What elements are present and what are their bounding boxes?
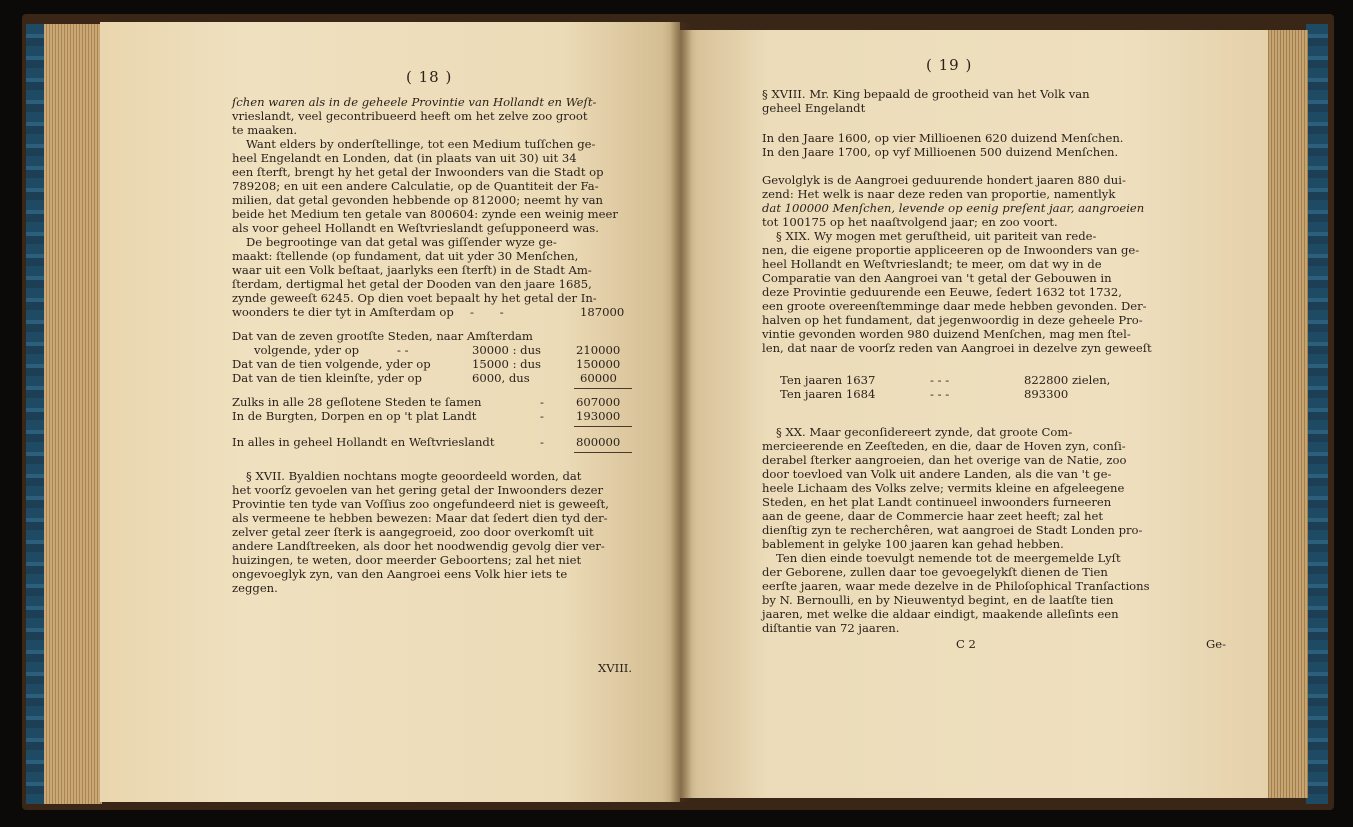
signature-mark: C 2 — [956, 637, 976, 651]
text-line: § XIX. Wy mogen met geruſtheid, uit pariteit van rede- — [776, 229, 1097, 243]
text-line: maakt: ſtellende (op fundament, dat uit yder 30 Menſchen, — [232, 249, 579, 263]
text-line: eerſte jaaren, waar mede dezelve in de Philoſophical Tranſactions — [762, 579, 1150, 593]
text-line: In den Jaare 1600, op vier Millioenen 620 duizend Menſchen. — [762, 131, 1124, 145]
text-line: dat 100000 Menſchen, levende op eenig preſent jaar, aangroeien — [762, 201, 1145, 215]
page-number: ( 18 ) — [406, 68, 453, 86]
text-line: door toevloed van Volk uit andere Landen, als die van 't ge- — [762, 467, 1112, 481]
page-edges-left — [44, 24, 102, 804]
table-intro: Dat van de zeven grootſte Steden, naar Amſterdam — [232, 329, 533, 343]
text-line: waar uit een Volk beſtaat, jaarlyks een ſterft) in de Stadt Am- — [232, 263, 592, 277]
text-line: zelver getal zeer ſterk is aangegroeid, zoo door overkomſt uit — [232, 525, 594, 539]
text-line: een groote overeenſtemminge daar mede hebben gevonden. Der- — [762, 299, 1147, 313]
text-line: zend: Het welk is naar deze reden van proportie, namentlyk — [762, 187, 1116, 201]
text-line: § XVIII. Mr. King bepaald de grootheid van het Volk van — [762, 87, 1090, 101]
left-page: ( 18 ) ſchen waren als in de geheele Provintie van Hollandt en Weſt- vrieslandt, veel gecontribueerd heeft om het zelve zoo groot te maaken. Want elders by onderſtellinge, tot een Medium tuſſchen ge- heel Engelandt en Londen, dat (in plaats van uit 30) uit 34 een ſterft, brengt hy het getal der Inwoonders van die Stadt op 789208; en uit een andere Calculatie, op de Quantiteit der Fa- milien, dat getal gevonden hebbende op 812000; neemt hy van beide het Medium ten getale van 800604: zynde een weinig meer als voor geheel Hollandt en Weſtvrieslandt geſupponeerd was. De begrootinge van dat getal was giſſender wyze ge- maakt: ſtellende (op fundament, dat uit yder 30 Menſchen, waar uit een Volk beſtaat, jaarlyks een ſterft) in de Stadt Am- ſterdam, dertigmal het getal der Dooden van den jaare 1685, zynde geweeſt 6245. Op dien voet bepaalt hy het getal der In- woonders te dier tyt in Amſterdam op - - 187000 Dat van de zeven grootſte Steden, naar Amſterdam volgende, yder op - - 30000 : dus 210000 Dat van de tien volgende, yder op 15000 : dus 150000 Dat van de tien kleinſte, yder op 6000, dus 60000 Zulks in alle 28 geſlotene Steden te ſamen - 607000 In de Burgten, Dorpen en op 't plat Landt - 193000 In alles in geheel Hollandt en Weſtvrieslandt - 800000 § XVII. Byaldien nochtans mogte geoordeeld worden, dat het voorſz gevoelen van het gering getal der Inwoonders dezer Provintie ten tyde van Voſſius zoo ongefundeerd niet is geweeſt, als vermeene te hebben bewezen: Maar dat ſedert dien tyd der- zelver getal zeer ſterk is aangegroeid, zoo door overkomſt uit andere Landſtreeken, als door het noodwendig gevolg dier ver- huizingen, te weten, door meerder Geboortens; zal het niet ongevoeglyk zyn, van den Aangroei eens Volk hier iets te zeggen. XVIII. — [100, 22, 680, 802]
text-line: huizingen, te weten, door meerder Geboortens; zal het niet — [232, 553, 582, 567]
sum-rule — [574, 452, 632, 453]
text-line: zeggen. — [232, 581, 278, 595]
marbled-edge-right — [1306, 24, 1328, 804]
text-line: als vermeene te hebben bewezen: Maar dat ſedert dien tyd der- — [232, 511, 608, 525]
text-line: Want elders by onderſtellinge, tot een Medium tuſſchen ge- — [246, 137, 596, 151]
text-line: beide het Medium ten getale van 800604: zynde een weinig meer — [232, 207, 618, 221]
text-line: nen, die eigene proportie appliceeren op de Inwoonders van ge- — [762, 243, 1140, 257]
book-gutter — [670, 22, 692, 802]
text-line: jaaren, met welke die aldaar eindigt, maakende alleſints een — [762, 607, 1119, 621]
text-line: diſtantie van 72 jaaren. — [762, 621, 900, 635]
text-line: ongevoeglyk zyn, van den Aangroei eens Volk hier iets te — [232, 567, 568, 581]
text-line: § XX. Maar geconſidereert zynde, dat groote Com- — [776, 425, 1073, 439]
text-line: woonders te dier tyt in Amſterdam op — [232, 305, 454, 319]
right-page: ( 19 ) § XVIII. Mr. King bepaald de grootheid van het Volk van geheel Engelandt In den Jaare 1600, op vier Millioenen 620 duizend Menſchen. In den Jaare 1700, op vyf Millioenen 500 duizend Menſchen. Gevolglyk is de Aangroei geduurende hondert jaaren 880 dui- zend: Het welk is naar deze reden van proportie, namentlyk dat 100000 Menſchen, levende op eenig preſent jaar, aangroeien tot 100175 op het naaſtvolgend jaar; en zoo voort. § XIX. Wy mogen met geruſtheid, uit pariteit van rede- nen, die eigene proportie appliceeren op de Inwoonders van ge- heel Hollandt en Weſtvrieslandt; te meer, om dat wy in de Comparatie van den Aangroei van 't getal der Gebouwen in deze Provintie geduurende een Eeuwe, ſedert 1632 tot 1732, een groote overeenſtemminge daar mede hebben gevonden. Der- halven op het fundament, dat jegenwoordig in deze geheele Pro- vintie gevonden worden 980 duizend Menſchen, mag men ſtel- len, dat naar de voorſz reden van Aangroei in dezelve zyn geweeſt Ten jaaren 1637 - - - 822800 zielen, Ten jaaren 1684 - - - 893300 § XX. Maar geconſidereert zynde, dat groote Com- mercieerende en Zeeſteden, en die, daar de Hoven zyn, conſi- derabel ſterker aangroeien, dan het overige van de Natie, zoo door toevloed van Volk uit andere Landen, als die van 't ge- heele Lichaam des Volks zelve; vermits kleine en afgeleegene Steden, en het plat Landt continueel inwoonders furneeren aan de geene, daar de Commercie haar zeet heeft; zal het dienſtig zyn te recherchêren, wat aangroei de Stadt Londen pro- bablement in gelyke 100 jaaren kan gehad hebben. Ten dien einde toevulgt nemende tot de meergemelde Lyſt der Geborene, zullen daar toe gevoegelykſt dienen de Tien eerſte jaaren, waar mede dezelve in de Philoſophical Tranſactions by N. Bernoulli, en by Nieuwentyd begint, en de laatſte tien jaaren, met welke die aldaar eindigt, maakende alleſints een diſtantie van 72 jaaren. C 2 Ge- — [680, 30, 1268, 798]
text-line: halven op het fundament, dat jegenwoordig in deze geheele Pro- — [762, 313, 1143, 327]
text-line: geheel Engelandt — [762, 101, 866, 115]
text-line: mercieerende en Zeeſteden, en die, daar de Hoven zyn, conſi- — [762, 439, 1126, 453]
text-line: der Geborene, zullen daar toe gevoegelykſt dienen de Tien — [762, 565, 1108, 579]
text-line: by N. Bernoulli, en by Nieuwentyd begint, en de laatſte tien — [762, 593, 1114, 607]
catchword: XVIII. — [598, 661, 633, 675]
text-line: Provintie ten tyde van Voſſius zoo ongefundeerd niet is geweeſt, — [232, 497, 609, 511]
text-line: als voor geheel Hollandt en Weſtvrieslandt geſupponeerd was. — [232, 221, 599, 235]
text-line: dienſtig zyn te recherchêren, wat aangroei de Stadt Londen pro- — [762, 523, 1143, 537]
text-line: een ſterft, brengt hy het getal der Inwoonders van die Stadt op — [232, 165, 604, 179]
text-line: het voorſz gevoelen van het gering getal der Inwoonders dezer — [232, 483, 604, 497]
text-line: tot 100175 op het naaſtvolgend jaar; en zoo voort. — [762, 215, 1058, 229]
text-line: aan de geene, daar de Commercie haar zeet heeft; zal het — [762, 509, 1104, 523]
text-line: len, dat naar de voorſz reden van Aangroei in dezelve zyn geweeſt — [762, 341, 1152, 355]
amount: 187000 — [580, 305, 625, 319]
text-line: milien, dat getal gevonden hebbende op 812000; neemt hy van — [232, 193, 604, 207]
text-line: te maaken. — [232, 123, 298, 137]
text-line: Ten dien einde toevulgt nemende tot de meergemelde Lyſt — [776, 551, 1121, 565]
text-line: derabel ſterker aangroeien, dan het overige van de Natie, zoo — [762, 453, 1127, 467]
text-line: De begrootinge van dat getal was giſſender wyze ge- — [246, 235, 557, 249]
text-line: andere Landſtreeken, als door het noodwendig gevolg dier ver- — [232, 539, 605, 553]
sum-rule — [574, 426, 632, 427]
text-line: vrieslandt, veel gecontribueerd heeft om het zelve zoo groot — [232, 109, 588, 123]
text-line: § XVII. Byaldien nochtans mogte geoordeeld worden, dat — [246, 469, 582, 483]
text-line: ſterdam, dertigmal het getal der Dooden van den jaare 1685, — [232, 277, 592, 291]
sum-rule — [574, 388, 632, 389]
text-line: Gevolglyk is de Aangroei geduurende hondert jaaren 880 dui- — [762, 173, 1126, 187]
text-line: In den Jaare 1700, op vyf Millioenen 500 duizend Menſchen. — [762, 145, 1119, 159]
text-line: zynde geweeſt 6245. Op dien voet bepaalt hy het getal der In- — [232, 291, 597, 305]
page-number: ( 19 ) — [926, 56, 973, 74]
text-line: Steden, en het plat Landt continueel inwoonders furneeren — [762, 495, 1112, 509]
text-line: 789208; en uit een andere Calculatie, op de Quantiteit der Fa- — [232, 179, 599, 193]
text-line: vintie gevonden worden 980 duizend Menſchen, mag men ſtel- — [762, 327, 1131, 341]
text-line: deze Provintie geduurende een Eeuwe, ſedert 1632 tot 1732, — [762, 285, 1122, 299]
page-edges-right — [1266, 30, 1308, 798]
text-line: bablement in gelyke 100 jaaren kan gehad hebben. — [762, 537, 1064, 551]
text-line: heel Engelandt en Londen, dat (in plaats van uit 30) uit 34 — [232, 151, 577, 165]
text-line: heel Hollandt en Weſtvrieslandt; te meer, om dat wy in de — [762, 257, 1102, 271]
text-line: heele Lichaam des Volks zelve; vermits kleine en afgeleegene — [762, 481, 1125, 495]
text-line: ſchen waren als in de geheele Provintie van Hollandt en Weſt- — [232, 95, 597, 109]
text-line: Comparatie van den Aangroei van 't getal der Gebouwen in — [762, 271, 1112, 285]
catchword: Ge- — [1206, 637, 1227, 651]
